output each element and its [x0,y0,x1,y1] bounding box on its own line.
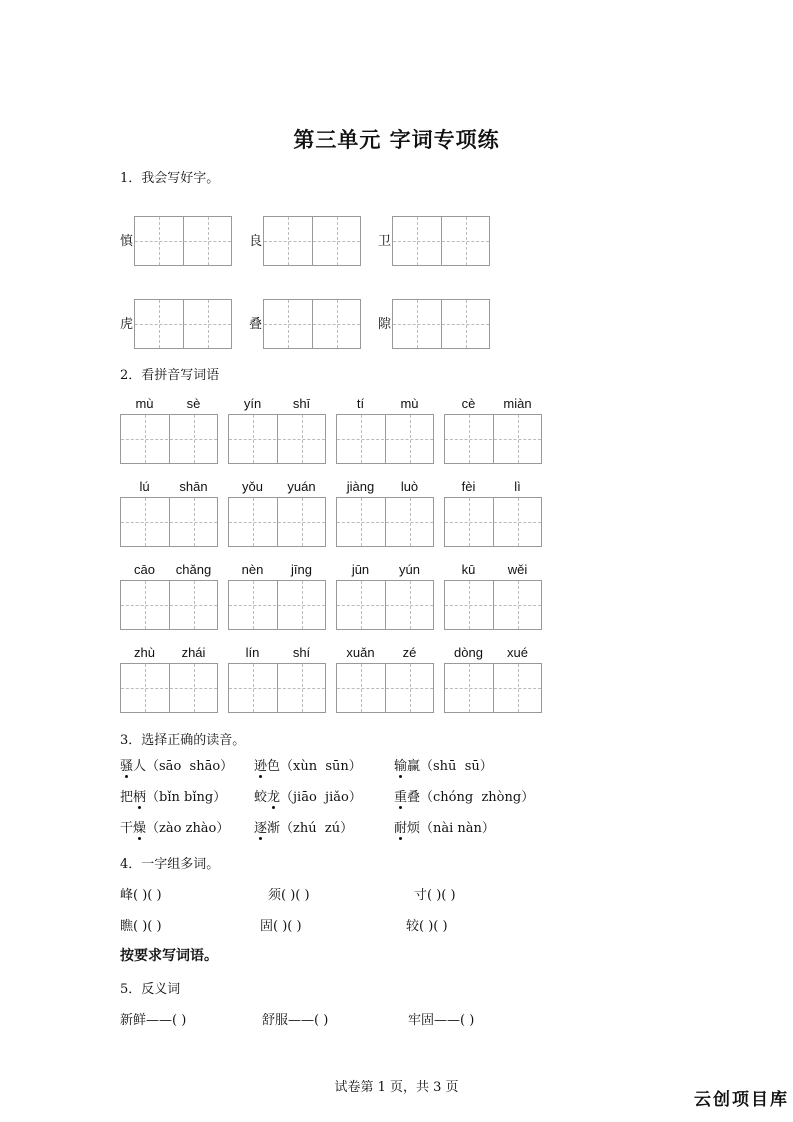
dotted-character: 柄 [133,790,147,805]
q1-character: 慎 [120,234,134,249]
writing-grid-box[interactable] [134,299,232,349]
choice-text: 把 [120,790,134,805]
reading-choice [394,755,493,774]
pinyin-label: zhái [181,645,206,660]
writing-grid-box[interactable] [134,216,232,266]
reading-choice [394,786,534,805]
pinyin-label: xué [507,645,528,660]
pinyin-label: fèi [461,479,476,494]
choice-text: 叠（chóng zhòng） [407,790,535,805]
pinyin-label: xuǎn [346,645,375,660]
choice-text: 烦（nài nàn） [407,821,495,836]
q1-heading: 1．我会写好字。 [120,171,220,186]
pinyin-label: zé [402,645,417,660]
writing-grid-box[interactable] [392,299,490,349]
writing-grid-box[interactable] [120,663,218,713]
reading-choice [120,817,229,836]
dotted-character: 重 [394,790,408,805]
choice-text: （zào zhào） [146,821,230,836]
pinyin-label: shí [292,645,311,660]
pinyin-label: kū [461,562,476,577]
pinyin-label: dòng [454,645,483,660]
pinyin-label: sè [186,396,201,411]
q1-character: 隙 [378,317,392,332]
pinyin-label: mù [135,396,154,411]
writing-grid-box[interactable] [444,414,542,464]
choice-text: 渐（zhú zú） [267,821,354,836]
pinyin-label: lì [514,479,521,494]
pinyin-label: jīng [291,562,312,577]
choice-text: 赢（shū sū） [407,759,493,774]
pinyin-label: lú [139,479,150,494]
pinyin-label: jiàng [346,479,375,494]
writing-grid-box[interactable] [444,580,542,630]
reading-choice [254,755,362,774]
writing-grid-box[interactable] [228,580,326,630]
writing-grid-box[interactable] [444,497,542,547]
section-heading: 按要求写词语。 [120,948,218,964]
q2-heading: 2．看拼音写词语 [120,368,220,383]
dotted-character: 输 [394,759,408,774]
q1-character: 良 [249,234,263,249]
pinyin-label: yún [399,562,420,577]
q1-character: 虎 [120,317,134,332]
q1-character: 卫 [378,234,392,249]
writing-grid-box[interactable] [228,497,326,547]
pinyin-label: yuán [287,479,316,494]
dotted-character: 耐 [394,821,408,836]
q5-item: 舒服——( ) [262,1013,329,1028]
reading-choice [254,786,362,805]
choice-text: 色（xùn sūn） [267,759,362,774]
q4-item: 固( )( ) [260,919,302,934]
q1-character: 叠 [249,317,263,332]
reading-choice [254,817,353,836]
dotted-character: 逐 [254,821,268,836]
q4-heading: 4．一字组多词。 [120,857,220,872]
pinyin-label: shān [179,479,208,494]
pinyin-label: zhù [134,645,155,660]
q4-item: 峰( )( ) [120,888,162,903]
reading-choice [394,817,495,836]
q5-item: 牢固——( ) [408,1013,475,1028]
watermark-logo: 云创项目库 [694,1090,789,1110]
pinyin-label: yín [243,396,262,411]
pinyin-label: jūn [351,562,370,577]
q4-item: 须( )( ) [268,888,310,903]
choice-text: 干 [120,821,134,836]
dotted-character: 龙 [267,790,281,805]
writing-grid-box[interactable] [336,663,434,713]
reading-choice [120,786,226,805]
pinyin-label: chǎng [175,562,212,577]
q4-item: 寸( )( ) [414,888,456,903]
q3-heading: 3．选择正确的读音。 [120,733,246,748]
choice-text: 人（sāo shāo） [133,759,234,774]
page-title: 第三单元 字词专项练 [293,127,500,152]
writing-grid-box[interactable] [120,580,218,630]
choice-text: （jiāo jiǎo） [280,790,362,805]
q5-heading: 5．反义词 [120,982,181,997]
page-footer: 试卷第 1 页，共 3 页 [334,1080,459,1095]
pinyin-label: luò [400,479,419,494]
reading-choice [120,755,233,774]
pinyin-label: tí [356,396,365,411]
writing-grid-box[interactable] [228,414,326,464]
pinyin-label: yǒu [242,479,263,494]
writing-grid-box[interactable] [120,414,218,464]
writing-grid-box[interactable] [336,580,434,630]
pinyin-label: mù [400,396,419,411]
q4-item: 瞧( )( ) [120,919,162,934]
q4-item: 较( )( ) [406,919,448,934]
dotted-character: 燥 [133,821,147,836]
q5-item: 新鲜——( ) [120,1013,187,1028]
pinyin-label: nèn [241,562,264,577]
pinyin-label: wěi [507,562,528,577]
writing-grid-box[interactable] [336,497,434,547]
choice-text: 蛟 [254,790,268,805]
pinyin-label: cāo [134,562,155,577]
writing-grid-box[interactable] [336,414,434,464]
writing-grid-box[interactable] [120,497,218,547]
pinyin-label: miàn [503,396,532,411]
pinyin-label: cè [461,396,476,411]
choice-text: （bǐn bǐng） [146,790,227,805]
pinyin-label: lín [245,645,260,660]
writing-grid-box[interactable] [263,299,361,349]
dotted-character: 骚 [120,759,134,774]
writing-grid-box[interactable] [444,663,542,713]
pinyin-label: shī [292,396,311,411]
writing-grid-box[interactable] [228,663,326,713]
dotted-character: 逊 [254,759,268,774]
writing-grid-box[interactable] [263,216,361,266]
writing-grid-box[interactable] [392,216,490,266]
